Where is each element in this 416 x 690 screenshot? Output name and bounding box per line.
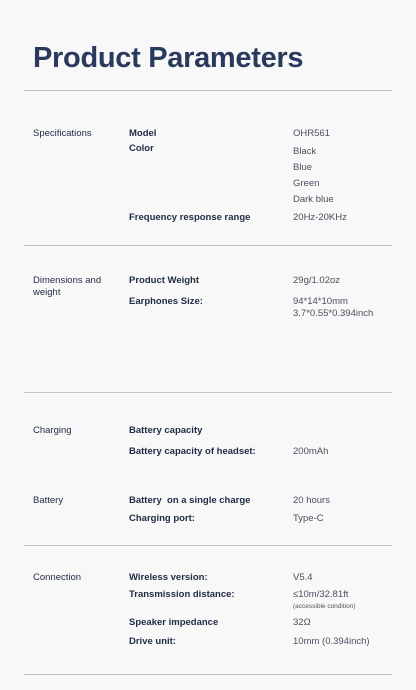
charging-port-value: Type-C	[293, 513, 324, 524]
section-specifications: Specifications	[33, 128, 92, 139]
speaker-impedance-label: Speaker impedance	[129, 617, 219, 628]
size-value-inch: 3.7*0.55*0.394inch	[293, 308, 374, 319]
single-charge-value: 20 hours	[293, 495, 330, 506]
headset-battery-label: Battery capacity of headset:	[129, 446, 256, 457]
color-value: Blue	[293, 162, 313, 173]
divider	[24, 392, 392, 393]
size-value-mm: 94*14*10mm	[293, 296, 348, 307]
section-dimensions-line1: Dimensions and	[33, 275, 102, 286]
weight-value: 29g/1.02oz	[293, 275, 341, 286]
section-dimensions	[33, 275, 113, 299]
wireless-version-value: V5.4	[293, 572, 313, 583]
speaker-impedance-value: 32Ω	[293, 617, 311, 628]
transmission-distance-label: Transmission distance:	[129, 589, 235, 600]
section-battery: Battery	[33, 495, 64, 506]
transmission-distance-value: ≤10m/32.81ft	[293, 589, 349, 600]
section-connection: Connection	[33, 572, 82, 583]
divider	[24, 245, 392, 246]
drive-unit-value: 10mm (0.394inch)	[293, 636, 370, 647]
battery-capacity-label: Battery capacity	[129, 425, 203, 436]
single-charge-label: Battery on a single charge	[129, 495, 251, 506]
color-value: Green	[293, 178, 320, 189]
section-dimensions-line2: weight	[33, 287, 61, 298]
model-value: OHR561	[293, 128, 330, 139]
color-label: Color	[129, 143, 154, 154]
divider	[24, 674, 392, 675]
color-value: Black	[293, 146, 317, 157]
frequency-value: 20Hz-20KHz	[293, 212, 347, 223]
color-value: Dark blue	[293, 194, 334, 205]
headset-battery-value: 200mAh	[293, 446, 329, 457]
charging-port-label: Charging port:	[129, 513, 195, 524]
frequency-label: Frequency response range	[129, 212, 251, 223]
section-charging: Charging	[33, 425, 72, 436]
wireless-version-label: Wireless version:	[129, 572, 208, 583]
divider	[24, 90, 392, 91]
page-title: Product Parameters	[33, 42, 304, 74]
divider	[24, 545, 392, 546]
size-label: Earphones Size:	[129, 296, 203, 307]
weight-label: Product Weight	[129, 275, 200, 286]
transmission-distance-note: (accessible condition)	[293, 603, 356, 610]
model-label: Model	[129, 128, 157, 139]
drive-unit-label: Drive unit:	[129, 636, 176, 647]
